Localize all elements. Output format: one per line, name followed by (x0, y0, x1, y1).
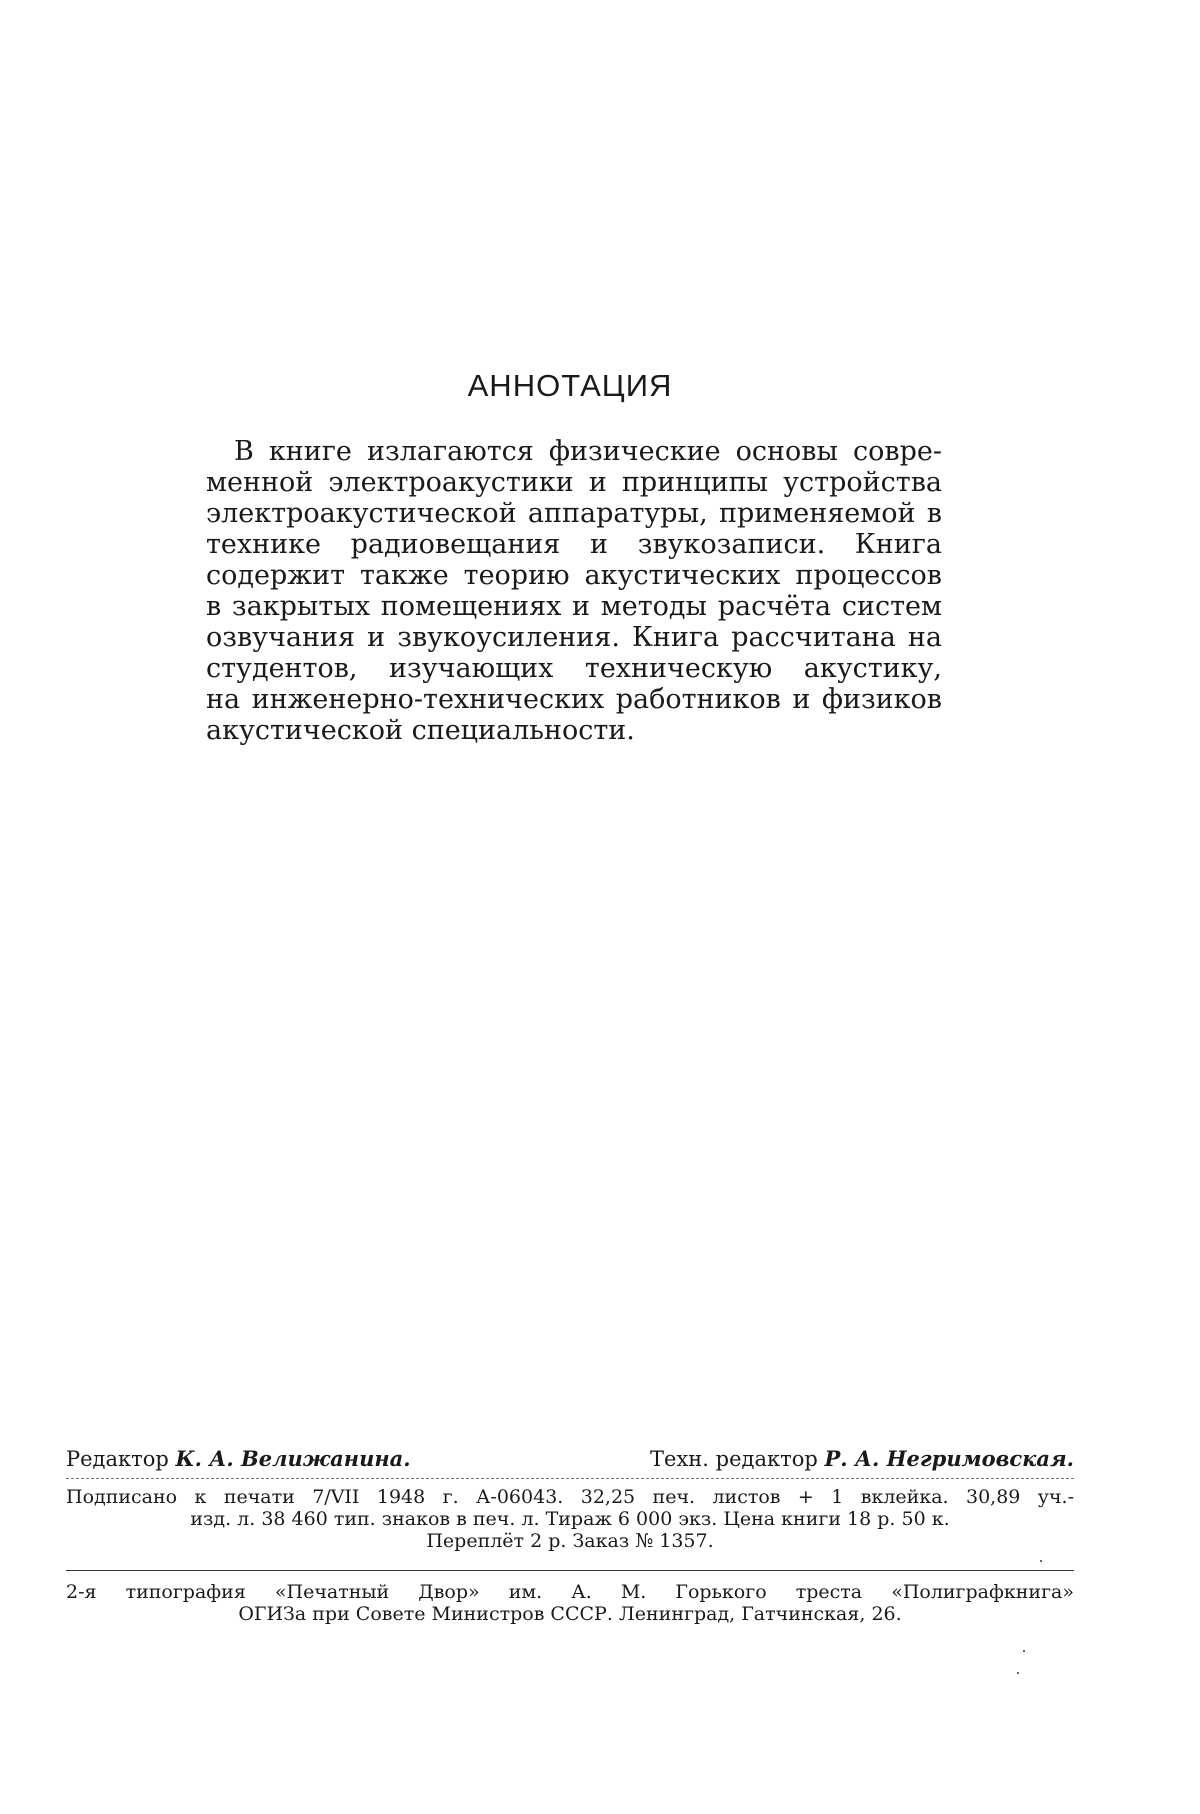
editor-name: К. А. Велижанина. (175, 1446, 411, 1471)
annotation-line: менной электроакустики и принципы устройства (206, 467, 942, 498)
annotation-line: В книге излагаются физические основы совре- (234, 436, 942, 467)
tech-editor-name: Р. А. Негримовская. (824, 1446, 1074, 1471)
annotation-line: студентов, изучающих техническую акустику, (206, 653, 942, 684)
annotation-line: акустической специальности. (206, 715, 635, 746)
annotation-line: содержит также теорию акустических процессов (206, 560, 942, 591)
editors-line (66, 1446, 1074, 1471)
annotation-line: электроакустической аппаратуры, применяемой в (206, 498, 942, 529)
tech-editor (650, 1446, 1074, 1471)
print-line: Переплёт 2 р. Заказ № 1357. (426, 1530, 714, 1552)
editor (66, 1446, 411, 1471)
editor-label: Редактор (66, 1447, 169, 1471)
divider (66, 1570, 1074, 1571)
divider (66, 1478, 1074, 1479)
print-line: изд. л. 38 460 тип. знаков в печ. л. Тираж 6 000 экз. Цена книги 18 р. 50 к. (190, 1508, 950, 1530)
annotation-text (206, 436, 942, 746)
typography-line: ОГИЗа при Совете Министров СССР. Ленинград, Гатчинская, 26. (238, 1603, 902, 1625)
annotation-line: озвучания и звукоусиления. Книга рассчитана на (206, 622, 942, 653)
tech-editor-label: Техн. редактор (650, 1447, 818, 1471)
typography-line: 2-я типография «Печатный Двор» им. А. М. Горького треста «Полиграфкнига» (66, 1581, 1074, 1603)
print-speck (1017, 1672, 1019, 1674)
annotation-line: технике радиовещания и звукозаписи. Книга (206, 529, 942, 560)
print-speck (1023, 1650, 1025, 1652)
print-line: Подписано к печати 7/VII 1948 г. А-06043. 32,25 печ. листов + 1 вклейка. 30,89 уч.- (66, 1486, 1074, 1508)
print-details (66, 1486, 1074, 1552)
annotation-line: на инженерно-технических работников и физиков (206, 684, 942, 715)
print-speck (1040, 1560, 1042, 1562)
annotation-title: АННОТАЦИЯ (467, 368, 673, 403)
annotation-line: в закрытых помещениях и методы расчёта систем (206, 591, 942, 622)
typography-details (66, 1581, 1074, 1625)
